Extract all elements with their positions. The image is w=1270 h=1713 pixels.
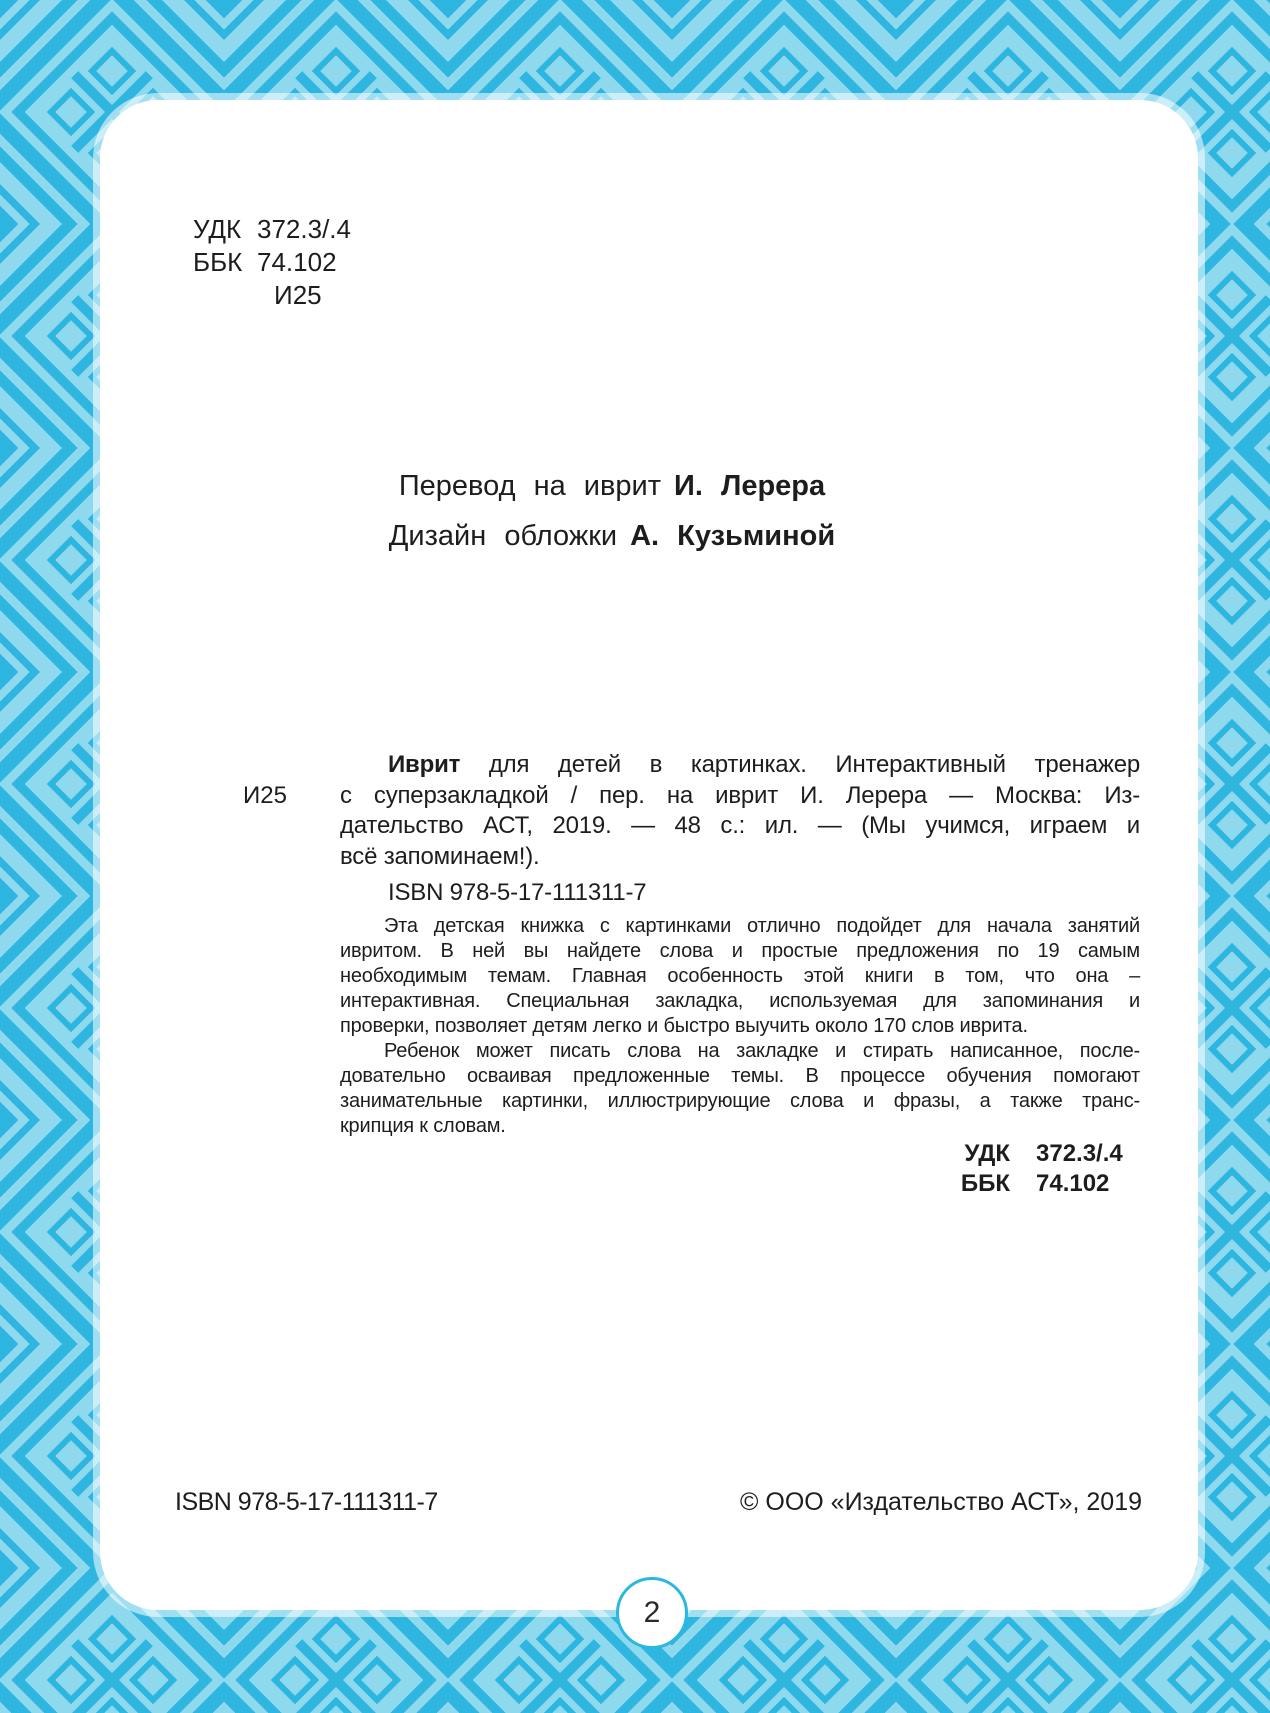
bbk-footer-label: ББК [960, 1170, 1010, 1197]
udk-row [193, 213, 351, 246]
annotation-line: интерактивная. Специальная закладка, используемая для запоминания и [340, 990, 1140, 1012]
imprint-row [175, 1488, 1142, 1517]
page-number: 2 [643, 1596, 661, 1629]
translator-name: И. Лерера [674, 470, 826, 502]
copyright-notice: © ООО «Издательство АСТ», 2019 [740, 1488, 1142, 1516]
annotation-line: ивритом. В ней вы найдете слова и простые предложения по 19 самым [340, 940, 1140, 962]
udk-footer-label: УДК [964, 1140, 1010, 1167]
udk-footer-row [340, 1139, 1140, 1169]
record-line: Иврит для детей в картинках. Интерактивный тренажер [388, 751, 1140, 778]
udk-value: 372.3/.4 [257, 214, 351, 244]
classification-block [193, 213, 351, 312]
design-label: Дизайн обложки [388, 520, 618, 552]
designer-name: А. Кузьминой [630, 520, 836, 552]
bbk-footer-value: 74.102 [1036, 1170, 1110, 1197]
bbk-value: 74.102 [257, 247, 337, 277]
isbn-line: ISBN 978-5-17-111311-7 [388, 879, 647, 906]
bbk-row [193, 246, 351, 279]
isbn-bottom: ISBN 978-5-17-111311-7 [175, 1488, 438, 1516]
translation-label: Перевод на иврит [398, 470, 662, 502]
page-card [100, 100, 1198, 1610]
author-sign-row [193, 279, 351, 312]
record-line: всё запоминаем!). [340, 842, 540, 870]
record-line: дательство АСТ, 2019. — 48 с.: ил. — (Мы учимся, играем и [340, 812, 1140, 839]
bibliographic-record [340, 750, 1140, 872]
credits-block [100, 470, 1124, 553]
author-sign: И25 [274, 280, 322, 310]
annotation-block [340, 914, 1140, 1139]
annotation-line: необходимым темам. Главная особенность этой книги в том, что она – [340, 965, 1140, 987]
catalog-card-block [243, 750, 1140, 1199]
annotation-line: занимательные картинки, иллюстрирующие слова и фразы, а также транс- [340, 1090, 1140, 1112]
bbk-label: ББК [193, 247, 243, 277]
translation-credit [100, 470, 1124, 503]
annotation-line: крипция к словам. [340, 1115, 506, 1137]
udk-label: УДК [193, 214, 242, 244]
annotation-line: проверки, позволяет детям легко и быстро выучить около 170 слов иврита. [340, 1015, 1028, 1037]
annotation-line: Ребенок может писать слова на закладке и стирать написанное, после- [384, 1040, 1140, 1062]
record-line: с суперзакладкой / пер. на иврит И. Лерера — Москва: Из- [340, 781, 1140, 809]
annotation-line: довательно осваивая предложенные темы. В процессе обучения помогают [340, 1065, 1140, 1087]
bbk-footer-row [340, 1169, 1140, 1199]
classification-footer [340, 1139, 1140, 1199]
catalog-author-sign: И25 [243, 782, 287, 809]
book-title: Иврит [388, 751, 461, 778]
annotation-line: Эта детская книжка с картинками отлично подойдет для начала занятий [384, 915, 1140, 937]
udk-footer-value: 372.3/.4 [1036, 1140, 1123, 1167]
design-credit [100, 520, 1124, 553]
page-number-badge [616, 1577, 688, 1649]
